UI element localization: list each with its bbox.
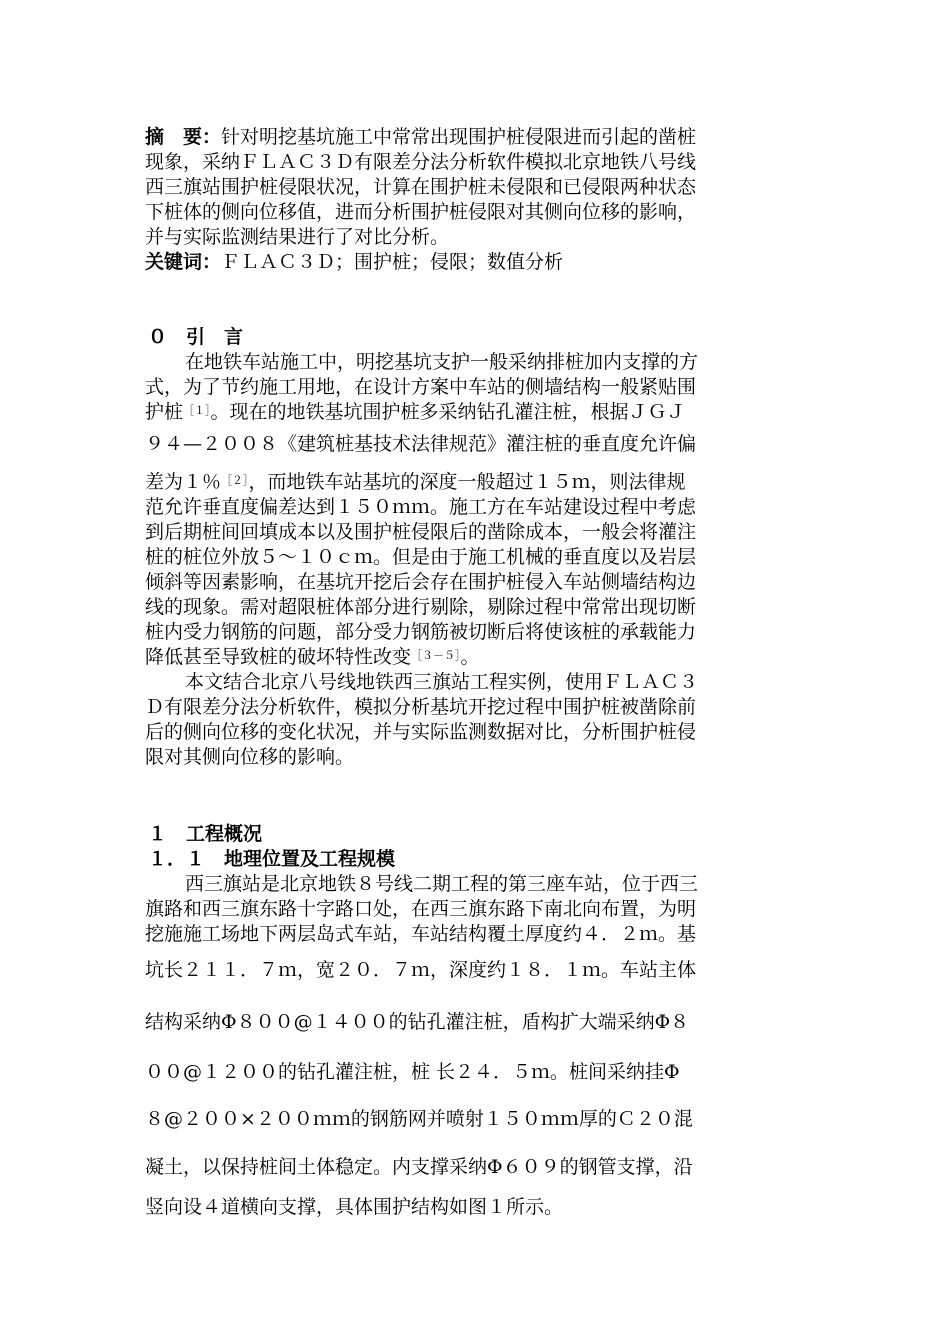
keywords-text: ＦＬＡＣ３Ｄ；围护桩；侵限；数值分析 xyxy=(221,251,564,273)
abstract xyxy=(145,125,805,250)
paragraph-line: 倾斜等因素影响，在基坑开挖后会存在围护桩侵入车站侧墙结构边 xyxy=(145,571,697,593)
paragraph-line: 竖向设４道横向支撑，具体围护结构如图１所示。 xyxy=(145,1196,564,1218)
paragraph-line: Ｄ有限差分法分析软件，模拟分析基坑开挖过程中围护桩被凿除前 xyxy=(145,696,697,718)
paragraph-line: 本文结合北京八号线地铁西三旗站工程实例，使用ＦＬＡＣ３ xyxy=(185,671,699,693)
paragraph-line: 限对其侧向位移的影响。 xyxy=(145,746,355,768)
paragraph-text: 护桩 xyxy=(145,401,184,423)
keywords xyxy=(145,250,805,275)
paragraph-line: ８@２００×２００ｍｍ的钢筋网并喷射１５０ｍｍ厚的Ｃ２０混 xyxy=(145,1108,693,1130)
paragraph-line: 凝土，以保持桩间土体稳定。内支撑采纳Φ６０９的钢管支撑，沿 xyxy=(145,1156,693,1178)
section-heading: １ 工程概况 xyxy=(148,823,263,845)
intro-paragraph-2 xyxy=(145,670,805,770)
subsection-heading: １．１ 地理位置及工程规模 xyxy=(148,848,396,870)
paragraph-line: 挖施施工场地下两层岛式车站，车站结构覆土厚度约４．２ｍ。基 xyxy=(145,923,697,945)
abstract-line: 并与实际监测结果进行了对比分析。 xyxy=(145,226,450,248)
paragraph-line: 桩的桩位外放５～１０ｃｍ。但是由于施工机械的垂直度以及岩层 xyxy=(145,546,697,568)
paragraph-line: ９４—２００８《建筑桩基技术法律规范》灌注桩的垂直度允许偏 xyxy=(145,433,697,455)
paragraph-line: 坑长２１１．７ｍ，宽２０．７ｍ，深度约１８．１ｍ。车站主体 xyxy=(145,959,697,981)
paragraph-line: 结构采纳Φ８００@１４００的钻孔灌注桩，盾构扩大端采纳Φ８ xyxy=(145,1011,690,1033)
paragraph-text: 降低甚至导致桩的破坏特性改变 xyxy=(145,646,412,668)
citation: ［１］ xyxy=(183,404,211,417)
paragraph-text: 差为１％ xyxy=(145,471,222,493)
paragraph-line: 到后期桩间回填成本以及围护桩侵限后的凿除成本，一般会将灌注 xyxy=(145,521,697,543)
paragraph-line: 桩内受力钢筋的问题，部分受力钢筋被切断后将使该桩的承载能力 xyxy=(145,621,697,643)
abstract-line: 针对明挖基坑施工中常常出现围护桩侵限进而引起的凿桩 xyxy=(221,126,697,148)
abstract-line: 西三旗站围护桩侵限状况，计算在围护桩未侵限和已侵限两种状态 xyxy=(145,176,697,198)
paragraph-text: 。 xyxy=(460,646,480,668)
section-heading: ０ 引 言 xyxy=(148,326,244,348)
abstract-line: 下桩体的侧向位移值，进而分析围护桩侵限对其侧向位移的影响， xyxy=(145,201,697,223)
project-paragraph xyxy=(145,872,805,947)
paragraph-line: 后的侧向位移的变化状况，并与实际监测数据对比，分析围护桩侵 xyxy=(145,721,697,743)
paragraph-line: 线的现象。需对超限桩体部分进行剔除，剔除过程中常常出现切断 xyxy=(145,596,697,618)
paragraph-line: 在地铁车站施工中，明挖基坑支护一般采纳排桩加内支撑的方 xyxy=(185,351,699,373)
keywords-label: 关键词： xyxy=(145,251,222,273)
abstract-line: 现象，采纳ＦＬＡＣ３Ｄ有限差分法分析软件模拟北京地铁八号线 xyxy=(145,151,697,173)
abstract-label: 摘 要： xyxy=(145,126,222,148)
intro-paragraph xyxy=(145,350,805,425)
paragraph-text: ，而地铁车站基坑的深度一般超过１５ｍ，则法律规 xyxy=(248,471,686,493)
citation: ［２］ xyxy=(221,474,249,487)
citation: ［３－５］ xyxy=(411,649,461,662)
paragraph-line: 旗路和西三旗东路十字路口处，在西三旗东路下南北向布置，为明 xyxy=(145,898,697,920)
paragraph-line: ００@１２００的钻孔灌注桩，桩 长２４．５ｍ。桩间采纳挂Φ xyxy=(145,1061,680,1083)
paragraph-line: 式，为了节约施工用地，在设计方案中车站的侧墙结构一般紧贴围 xyxy=(145,376,697,398)
paragraph-line: 范允许垂直度偏差达到１５０ｍｍ。施工方在车站建设过程中考虑 xyxy=(145,496,697,518)
paragraph-line: 西三旗站是北京地铁８号线二期工程的第三座车站，位于西三 xyxy=(185,873,699,895)
paragraph-text: 。现在的地铁基坑围护桩多采纳钻孔灌注桩，根据ＪＧＪ xyxy=(210,401,686,423)
